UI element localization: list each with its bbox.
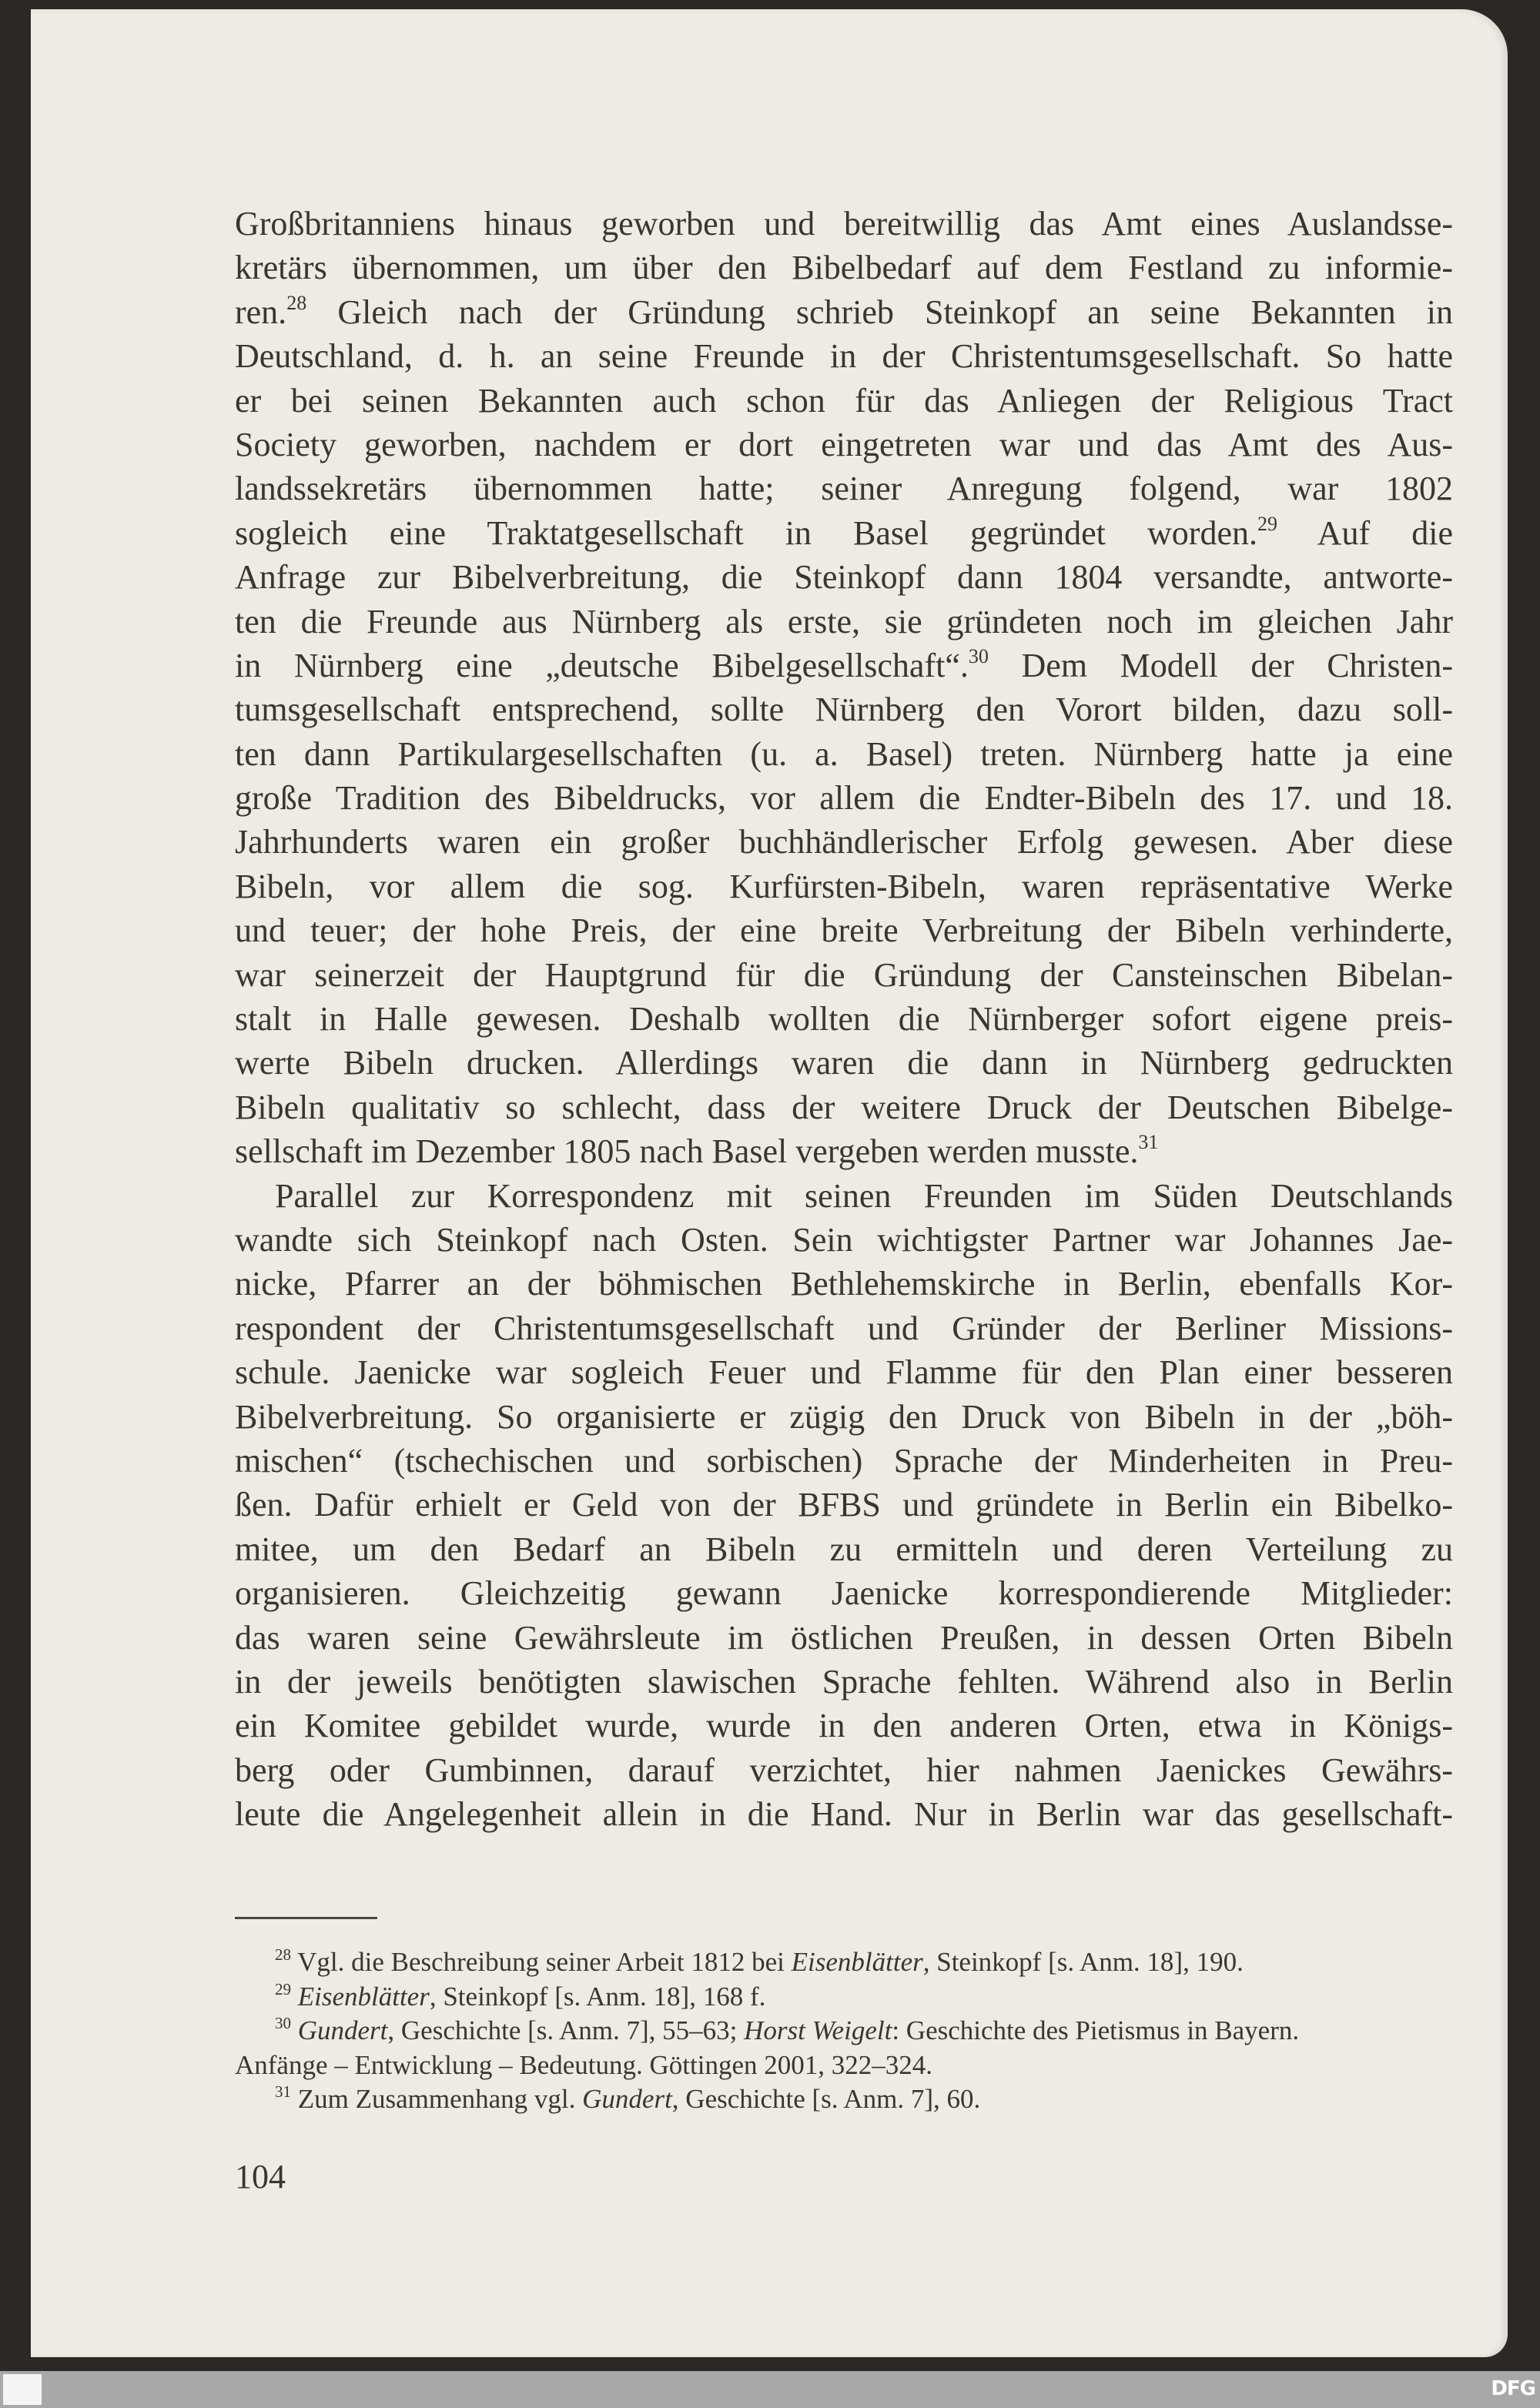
footnote-marker: 28 — [275, 1945, 291, 1964]
viewer-footer-bar — [0, 2371, 1540, 2408]
text-run: das waren seine Gewährsleute im östlichen Preußen, in dessen Orten Bibeln — [235, 1618, 1453, 1657]
text-run: Zum Zusammenhang vgl. — [291, 2084, 583, 2114]
body-line — [235, 1218, 1453, 1262]
text-run: Society geworben, nachdem er dort eingetreten war und das Amt des Aus- — [235, 425, 1453, 463]
text-run: Großbritanniens hinaus geworben und bereitwillig das Amt eines Auslandsse- — [235, 205, 1453, 242]
body-line — [235, 202, 1453, 246]
italic-author: Gundert — [297, 2015, 388, 2045]
text-run: mitee, um den Bedarf an Bibeln zu ermitteln und deren Verteilung zu — [235, 1530, 1453, 1568]
text-run: Anfänge – Entwicklung – Bedeutung. Göttingen 2001, 322–324. — [235, 2049, 932, 2080]
text-run: organisieren. Gleichzeitig gewann Jaenicke korrespondierende Mitglieder: — [235, 1574, 1453, 1613]
body-line — [235, 1704, 1453, 1747]
text-run: Jahrhunderts waren ein großer buchhändlerischer Erfolg gewesen. Aber diese — [235, 823, 1453, 861]
italic-author: Eisenblätter — [297, 1981, 430, 2012]
text-run: landssekretärs übernommen hatte; seiner Anregung folgend, war 1802 — [235, 470, 1453, 508]
body-line — [235, 290, 1453, 334]
text-run: in der jeweils benötigten slawischen Sprache fehlten. Während also in Berlin — [235, 1662, 1453, 1701]
italic-author: Gundert — [582, 2084, 672, 2114]
text-run: Auf die — [1277, 513, 1453, 552]
footnote-divider — [235, 1917, 377, 1919]
body-line — [235, 511, 1453, 555]
text-run: Anfrage zur Bibelverbreitung, die Steinkopf dann 1804 versandte, antworte- — [235, 558, 1453, 597]
text-run: ten dann Partikulargesellschaften (u. a. Basel) treten. Nürnberg hatte ja eine — [235, 734, 1453, 773]
text-run: große Tradition des Bibeldrucks, vor allem die Endter-Bibeln des 17. und 18. — [235, 779, 1453, 818]
footnote-marker: 28 — [286, 291, 307, 314]
body-line — [235, 953, 1453, 997]
body-line — [235, 467, 1453, 510]
text-run: Vgl. die Beschreibung seiner Arbeit 1812 bei — [291, 1947, 792, 1977]
text-run: , Geschichte [s. Anm. 7], 55–63; — [387, 2015, 745, 2045]
body-line — [235, 1174, 1453, 1218]
body-line — [235, 1085, 1453, 1129]
italic-author: Horst Weigelt — [744, 2015, 892, 2045]
text-run: werte Bibeln drucken. Allerdings waren die dann in Nürnberg gedruckten — [235, 1044, 1453, 1082]
body-line — [235, 1439, 1453, 1483]
footnote-marker: 30 — [275, 2014, 291, 2032]
body-line — [235, 820, 1453, 864]
body-line — [235, 1792, 1453, 1836]
body-line — [235, 1527, 1453, 1571]
text-run: schule. Jaenicke war sogleich Feuer und Flamme für den Plan einer besseren — [235, 1353, 1453, 1392]
text-run: : Geschichte des Pietismus in Bayern. — [892, 2015, 1300, 2045]
body-line — [235, 1350, 1453, 1394]
text-run: Bibeln, vor allem die sog. Kurfürsten-Bibeln, waren repräsentative Werke — [235, 867, 1453, 905]
body-line — [235, 1306, 1453, 1350]
text-run: sogleich eine Traktatgesellschaft in Basel gegründet worden. — [235, 513, 1257, 552]
text-run: , Steinkopf [s. Anm. 18], 168 f. — [429, 1981, 766, 2012]
footnote-line — [235, 1980, 1442, 2015]
footnote-marker: 31 — [275, 2082, 291, 2101]
body-line — [235, 1041, 1453, 1085]
page-number: 104 — [235, 2158, 286, 2196]
body-line — [235, 732, 1453, 776]
body-text — [235, 202, 1453, 1836]
body-line — [235, 776, 1453, 820]
footnotes — [235, 1945, 1442, 2117]
body-line — [235, 1129, 1453, 1173]
book-page — [31, 9, 1508, 2357]
body-line — [235, 1395, 1453, 1439]
text-run: Gleich nach der Gründung schrieb Steinkopf an seine Bekannten in — [306, 293, 1453, 331]
text-run: stalt in Halle gewesen. Deshalb wollten die Nürnberger sofort eigene preis- — [235, 1000, 1453, 1038]
body-line — [235, 1616, 1453, 1660]
text-run: ten die Freunde aus Nürnberg als erste, sie gründeten noch im gleichen Jahr — [235, 602, 1453, 640]
text-run: ein Komitee gebildet wurde, wurde in den anderen Orten, etwa in Königs- — [235, 1707, 1453, 1745]
body-line — [235, 644, 1453, 687]
text-run: respondent der Christentumsgesellschaft und Gründer der Berliner Missions- — [235, 1309, 1453, 1347]
text-run: in Nürnberg eine „deutsche Bibelgesellschaft“. — [235, 646, 969, 684]
body-line — [235, 334, 1453, 378]
footnote-marker: 29 — [1257, 512, 1277, 535]
text-run: , Steinkopf [s. Anm. 18], 190. — [922, 1947, 1244, 1977]
body-line — [235, 379, 1453, 423]
body-line — [235, 687, 1453, 731]
text-run: berg oder Gumbinnen, darauf verzichtet, hier nahmen Jaenickes Gewährs- — [235, 1751, 1453, 1789]
body-line — [235, 1262, 1453, 1306]
body-line — [235, 423, 1453, 467]
text-run: mischen“ (tschechischen und sorbischen) Sprache der Minderheiten in Preu- — [235, 1441, 1453, 1480]
text-run — [291, 1982, 298, 2012]
footnote-marker: 30 — [968, 644, 989, 667]
text-run: und teuer; der hohe Preis, der eine breite Verbreitung der Bibeln verhinderte, — [235, 911, 1453, 950]
footnote-line — [235, 2014, 1442, 2048]
footnote-line — [235, 1945, 1442, 1980]
text-run: tumsgesellschaft entsprechend, sollte Nürnberg den Vorort bilden, dazu soll- — [235, 691, 1453, 729]
text-run — [291, 2015, 298, 2045]
text-run: war seinerzeit der Hauptgrund für die Gründung der Cansteinschen Bibelan- — [235, 955, 1453, 994]
text-run: ren. — [235, 293, 287, 331]
text-run: Dem Modell der Christen- — [988, 646, 1453, 684]
body-line — [235, 1660, 1453, 1704]
dfg-logo: DFG — [1491, 2377, 1535, 2400]
footnote-line — [235, 2082, 1442, 2117]
italic-author: Eisenblätter — [791, 1947, 923, 1977]
institution-logo — [3, 2374, 42, 2405]
text-run: er bei seinen Bekannten auch schon für das Anliegen der Religious Tract — [235, 381, 1453, 420]
body-line — [235, 1748, 1453, 1792]
text-run: Bibelverbreitung. So organisierte er zügig den Druck von Bibeln in der „böh- — [235, 1397, 1453, 1436]
body-line — [235, 555, 1453, 599]
footnote-marker: 31 — [1138, 1131, 1159, 1154]
body-line — [235, 1571, 1453, 1615]
body-line — [235, 600, 1453, 644]
text-run: ßen. Dafür erhielt er Geld von der BFBS und gründete in Berlin ein Bibelko- — [235, 1486, 1453, 1524]
footnote-line — [235, 2048, 1442, 2083]
text-run: leute die Angelegenheit allein in die Hand. Nur in Berlin war das gesellschaft- — [235, 1795, 1453, 1834]
text-run: kretärs übernommen, um über den Bibelbedarf auf dem Festland zu informie- — [235, 249, 1453, 287]
text-run: sellschaft im Dezember 1805 nach Basel vergeben werden musste. — [235, 1132, 1139, 1171]
body-line — [235, 908, 1453, 952]
text-run: nicke, Pfarrer an der böhmischen Bethlehemskirche in Berlin, ebenfalls Kor- — [235, 1265, 1453, 1303]
text-run: wandte sich Steinkopf nach Osten. Sein wichtigster Partner war Johannes Jae- — [235, 1220, 1453, 1259]
body-line — [235, 865, 1453, 908]
text-run: Bibeln qualitativ so schlecht, dass der weitere Druck der Deutschen Bibelge- — [235, 1088, 1453, 1126]
text-run: Deutschland, d. h. an seine Freunde in der Christentumsgesellschaft. So hatte — [235, 337, 1453, 376]
body-line — [235, 246, 1453, 289]
footnote-marker: 29 — [275, 1979, 291, 1998]
text-run: Parallel zur Korrespondenz mit seinen Freunden im Süden Deutschlands — [275, 1176, 1453, 1215]
body-line — [235, 1483, 1453, 1527]
text-run: , Geschichte [s. Anm. 7], 60. — [671, 2084, 981, 2114]
body-line — [235, 997, 1453, 1041]
